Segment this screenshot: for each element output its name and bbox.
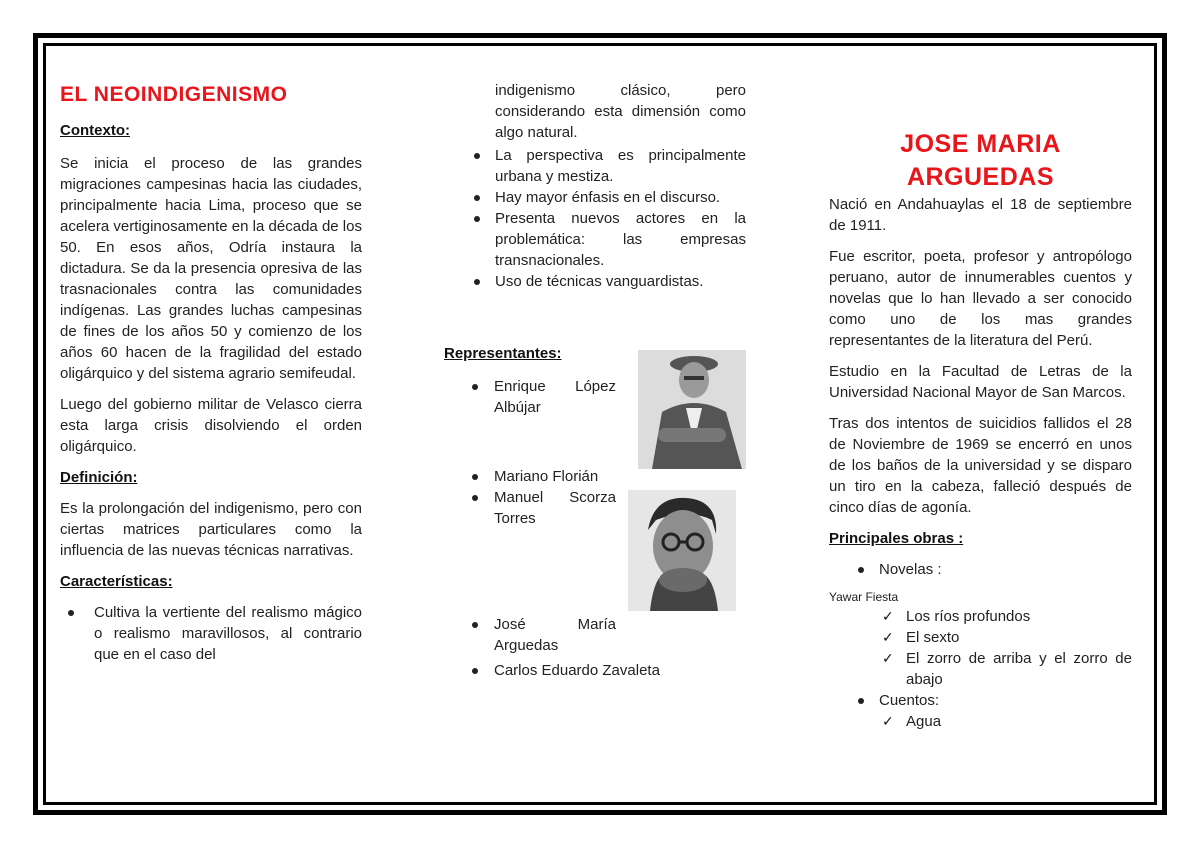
heading-principales-obras: Principales obras : [829,530,964,547]
paragraph-contexto-1: Se inicia el proceso de las grandes migraciones campesinas hacia las ciudades, principalmente hacia Lima, proceso que se acelera vertiginosamente en la década de los 50. En esos años, Odría instaura la dictadura. Se da la presencia opresiva de las trasnacionales contra las comunidades indígenas. Las grandes luchas campesinas de fines de los años 50 y comienzo de los años 60 hacen de la fragilidad del estado oligárquico y del sistema agrario semifeudal. [60,155,362,382]
checkmark-icon: ✓ [882,713,894,729]
checkmark-icon: ✓ [882,650,894,666]
list-item: ✓ El zorro de arriba y el zorro de abajo [882,650,1132,688]
list-item: La perspectiva es principalmente urbana y mestiza. [466,145,746,187]
bullet-icon [472,474,478,480]
list-cuentos [829,711,1132,732]
list-item: Mariano Florián [466,466,616,487]
list-novelas-header [829,559,1132,580]
novela-yawar-fiesta: Yawar Fiesta [829,590,899,604]
heading-caracteristicas: Características: [60,573,173,590]
list-item: Carlos Eduardo Zavaleta [466,660,726,681]
representante-4 [466,614,616,656]
section-title-arguedas: JOSE MARIA ARGUEDAS [900,130,1061,191]
bullet-icon [474,153,480,159]
column-neoindigenismo [60,82,362,665]
column-arguedas [829,128,1132,732]
paragraph-muerte: Tras dos intentos de suicidios fallidos el 28 de Noviembre de 1969 se encerró en unos de los baños de la universidad y se disparo un tiro en la cabeza, falleció después de cinco días de agonía. [829,415,1132,516]
paragraph-nacimiento: Nació en Andahuaylas el 18 de septiembre de 1911. [829,196,1132,234]
heading-contexto: Contexto: [60,122,130,139]
list-caracteristicas [60,602,362,665]
list-novelas [829,606,1132,690]
list-caracteristicas-cont [466,145,746,292]
list-item: Uso de técnicas vanguardistas. [466,271,746,292]
section-title-neoindigenismo: EL NEOINDIGENISMO [60,83,288,106]
paragraph-definicion: Es la prolongación del indigenismo, pero con ciertas matrices particulares como la influencia de las nuevas técnicas narrativas. [60,500,362,559]
bullet-icon [472,668,478,674]
list-item: Presenta nuevos actores en la problemática: las empresas transnacionales. [466,208,746,271]
representante-5 [466,660,726,681]
bullet-icon [858,567,864,573]
bullet-icon [474,216,480,222]
bullet-icon [472,495,478,501]
bullet-icon [472,384,478,390]
representante-1 [466,376,616,418]
list-cuentos-header [829,690,1132,711]
list-item: Manuel Scorza Torres [466,487,616,529]
representantes-2-3 [466,466,616,529]
portrait-photo-lopez-albujar [638,350,746,469]
list-item: José María Arguedas [466,614,616,656]
paragraph-contexto-2: Luego del gobierno militar de Velasco cierra esta larga crisis disolviendo el orden oligárquico. [60,396,362,455]
list-item: ✓ El sexto [882,629,960,646]
list-item: ✓ Agua [882,713,942,730]
bullet-icon [472,622,478,628]
column-caracteristicas-representantes [466,80,746,292]
list-item: ✓ Los ríos profundos [882,608,1031,625]
portrait-photo-arguedas [628,490,736,611]
list-item: Novelas : [829,559,1132,580]
list-item: Cuentos: [829,690,1132,711]
bullet-icon [474,195,480,201]
paragraph-estudios: Estudio en la Facultad de Letras de la Universidad Nacional Mayor de San Marcos. [829,363,1132,401]
paragraph-biografia: Fue escritor, poeta, profesor y antropólogo peruano, autor de innumerables cuentos y novelas que lo han llevado a ser conocido como uno de los mas grandes representantes de la literatura del Perú. [829,248,1132,349]
checkmark-icon: ✓ [882,629,894,645]
list-item: Enrique López Albújar [466,376,616,418]
heading-representantes: Representantes: [444,345,562,362]
heading-definicion: Definición: [60,469,138,486]
bullet-icon [858,698,864,704]
paragraph-continuation: indigenismo clásico, pero considerando esta dimensión como algo natural. [495,82,746,141]
bullet-icon [68,610,74,616]
list-item: Cultiva la vertiente del realismo mágico o realismo maravillosos, al contrario que en el caso del [60,602,362,665]
checkmark-icon: ✓ [882,608,894,624]
list-item: Hay mayor énfasis en el discurso. [466,187,746,208]
bullet-icon [474,279,480,285]
